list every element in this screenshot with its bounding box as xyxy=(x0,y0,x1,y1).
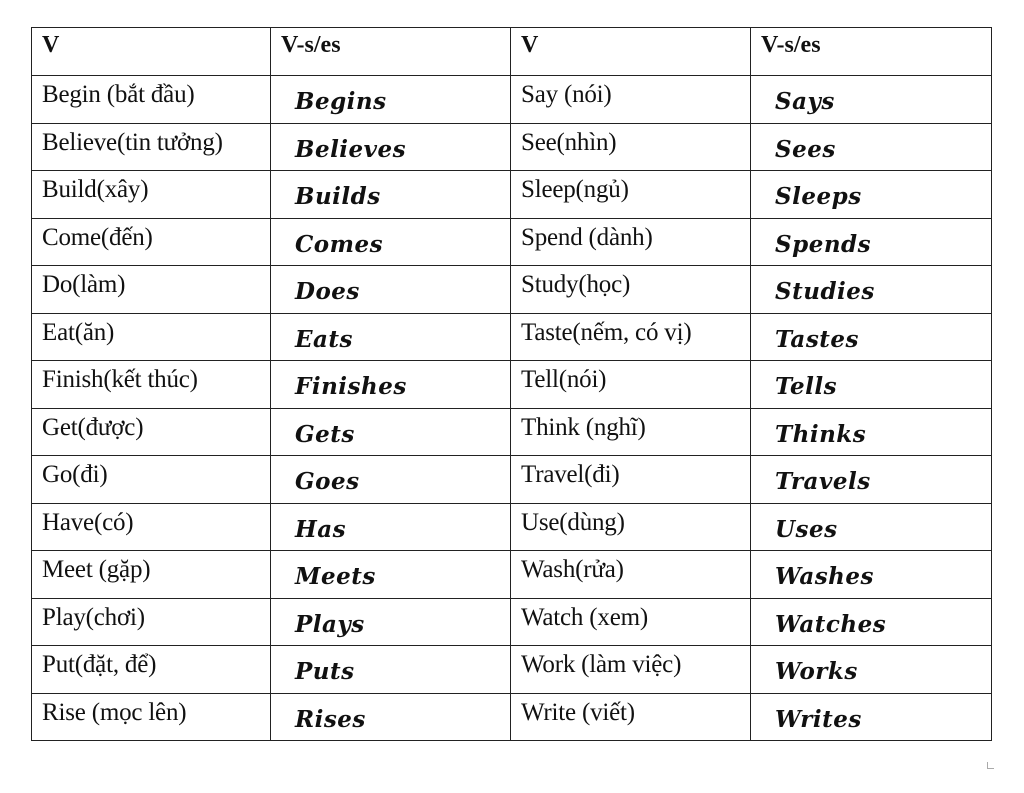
verb-base-text: See(nhìn) xyxy=(521,128,617,156)
verb-base-cell xyxy=(511,598,751,646)
verb-base-cell xyxy=(511,76,751,124)
verb-base-text: Watch (xem) xyxy=(521,603,648,631)
verb-s-form-cell xyxy=(751,503,992,551)
verb-s-form-text: Gets xyxy=(295,420,355,448)
verb-s-form-cell xyxy=(271,266,511,314)
verb-s-form-text: Meets xyxy=(295,563,376,590)
verb-base-cell xyxy=(32,551,271,599)
verb-s-form-cell xyxy=(751,551,992,599)
verb-base-text: Believe(tin tưởng) xyxy=(42,128,223,156)
header-row xyxy=(32,28,992,76)
verb-base-cell xyxy=(511,551,751,599)
verb-base-cell xyxy=(511,218,751,266)
table-row xyxy=(32,646,992,694)
header-verb-2: V xyxy=(511,28,751,76)
table-row xyxy=(32,408,992,456)
verb-s-form-cell xyxy=(271,456,511,504)
verb-s-form-text: Goes xyxy=(295,468,360,495)
verb-s-form-text: Builds xyxy=(295,183,381,210)
verb-base-text: Wash(rửa) xyxy=(521,556,624,583)
verb-s-form-cell xyxy=(751,646,992,694)
verb-s-form-text: Says xyxy=(775,88,835,115)
verb-s-form-text: Watches xyxy=(775,610,887,638)
verb-base-text: Rise (mọc lên) xyxy=(42,698,187,726)
verb-base-cell xyxy=(511,266,751,314)
verb-base-text: Build(xây) xyxy=(42,176,149,203)
verb-s-form-cell xyxy=(271,551,511,599)
verb-s-form-text: Finishes xyxy=(295,373,407,400)
verb-base-cell xyxy=(511,693,751,741)
verb-base-cell xyxy=(32,693,271,741)
verb-s-form-text: Rises xyxy=(295,705,366,733)
verb-base-cell xyxy=(32,598,271,646)
verb-base-cell xyxy=(32,408,271,456)
verb-s-form-text: Tastes xyxy=(775,325,859,353)
verb-base-cell xyxy=(511,503,751,551)
verb-base-cell xyxy=(511,456,751,504)
verb-s-form-cell xyxy=(751,456,992,504)
verb-s-form-text: Thinks xyxy=(775,420,867,448)
verb-base-text: Go(đi) xyxy=(42,461,108,488)
verb-s-form-cell xyxy=(751,693,992,741)
verb-base-text: Finish(kết thúc) xyxy=(42,366,198,393)
verb-base-text: Get(được) xyxy=(42,413,144,441)
table-row xyxy=(32,693,992,741)
verb-base-cell xyxy=(32,456,271,504)
verb-s-form-text: Comes xyxy=(295,230,384,258)
verb-base-cell xyxy=(32,266,271,314)
verb-s-form-cell xyxy=(271,218,511,266)
verb-base-cell xyxy=(32,313,271,361)
verb-base-text: Tell(nói) xyxy=(521,366,607,393)
verb-base-cell xyxy=(32,76,271,124)
verb-base-text: Sleep(ngủ) xyxy=(521,176,629,203)
verb-base-text: Put(đặt, để) xyxy=(42,651,157,678)
table-row xyxy=(32,123,992,171)
verb-base-cell xyxy=(32,218,271,266)
verb-base-cell xyxy=(511,171,751,219)
verb-base-cell xyxy=(511,123,751,171)
verb-s-form-text: Plays xyxy=(295,610,365,638)
verb-s-form-cell xyxy=(271,123,511,171)
verb-s-form-text: Believes xyxy=(295,135,407,163)
verb-s-form-text: Sees xyxy=(775,135,836,163)
verb-s-form-text: Travels xyxy=(775,468,871,495)
verb-s-form-cell xyxy=(751,313,992,361)
verb-base-text: Do(làm) xyxy=(42,271,126,298)
verb-s-form-cell xyxy=(271,171,511,219)
verb-s-form-cell xyxy=(271,503,511,551)
table-row xyxy=(32,266,992,314)
verb-base-cell xyxy=(32,361,271,409)
verb-s-form-text: Tells xyxy=(775,373,838,400)
verb-s-form-cell xyxy=(271,76,511,124)
verb-base-text: Study(học) xyxy=(521,271,631,298)
verb-s-form-text: Uses xyxy=(775,515,838,543)
verb-base-text: Think (nghĩ) xyxy=(521,413,646,441)
verb-s-form-text: Puts xyxy=(295,658,355,685)
verb-s-form-text: Does xyxy=(295,278,360,305)
verb-base-text: Say (nói) xyxy=(521,81,612,108)
verb-s-form-text: Writes xyxy=(775,705,862,733)
verb-s-form-cell xyxy=(751,171,992,219)
verb-table xyxy=(31,27,992,741)
verb-s-form-text: Spends xyxy=(775,230,872,258)
verb-base-text: Travel(đi) xyxy=(521,461,620,488)
verb-s-form-text: Begins xyxy=(295,88,387,115)
verb-base-cell xyxy=(511,646,751,694)
table-row xyxy=(32,598,992,646)
table-row xyxy=(32,551,992,599)
verb-base-text: Meet (gặp) xyxy=(42,556,151,583)
table-row xyxy=(32,218,992,266)
verb-s-form-text: Eats xyxy=(295,325,354,353)
verb-s-form-cell xyxy=(271,646,511,694)
table-row xyxy=(32,361,992,409)
verb-base-text: Spend (dành) xyxy=(521,223,653,251)
verb-s-form-cell xyxy=(751,123,992,171)
verb-s-form-cell xyxy=(751,408,992,456)
verb-s-form-cell xyxy=(271,408,511,456)
verb-base-text: Work (làm việc) xyxy=(521,651,682,678)
verb-s-form-text: Studies xyxy=(775,278,875,305)
verb-base-text: Eat(ăn) xyxy=(42,318,115,346)
verb-base-text: Use(dùng) xyxy=(521,508,625,536)
table-row xyxy=(32,456,992,504)
verb-s-form-cell xyxy=(271,598,511,646)
table-row xyxy=(32,76,992,124)
verb-s-form-text: Has xyxy=(295,515,347,543)
corner-mark xyxy=(987,762,994,769)
verb-base-text: Write (viết) xyxy=(521,698,635,726)
verb-base-cell xyxy=(511,361,751,409)
verb-s-form-cell xyxy=(751,76,992,124)
verb-s-form-cell xyxy=(271,313,511,361)
verb-base-text: Come(đến) xyxy=(42,223,153,251)
verb-base-cell xyxy=(32,646,271,694)
verb-s-form-cell xyxy=(751,218,992,266)
table-row xyxy=(32,503,992,551)
verb-base-cell xyxy=(32,171,271,219)
header-verb-s-2: V-s/es xyxy=(751,28,992,76)
table-row xyxy=(32,313,992,361)
verb-base-cell xyxy=(32,123,271,171)
verb-s-form-text: Washes xyxy=(775,563,874,590)
verb-base-cell xyxy=(32,503,271,551)
verb-s-form-cell xyxy=(751,598,992,646)
verb-base-text: Taste(nếm, có vị) xyxy=(521,318,692,346)
verb-s-form-cell xyxy=(271,693,511,741)
header-verb-s-1: V-s/es xyxy=(271,28,511,76)
verb-base-text: Begin (bắt đầu) xyxy=(42,81,195,108)
verb-base-cell xyxy=(511,408,751,456)
verb-base-text: Play(chơi) xyxy=(42,603,145,631)
verb-s-form-cell xyxy=(271,361,511,409)
verb-s-form-cell xyxy=(751,266,992,314)
verb-s-form-cell xyxy=(751,361,992,409)
verb-s-form-text: Sleeps xyxy=(775,183,862,210)
verb-base-text: Have(có) xyxy=(42,508,134,536)
table-row xyxy=(32,171,992,219)
verb-base-cell xyxy=(511,313,751,361)
verb-s-form-text: Works xyxy=(775,658,858,685)
header-verb-1: V xyxy=(32,28,271,76)
